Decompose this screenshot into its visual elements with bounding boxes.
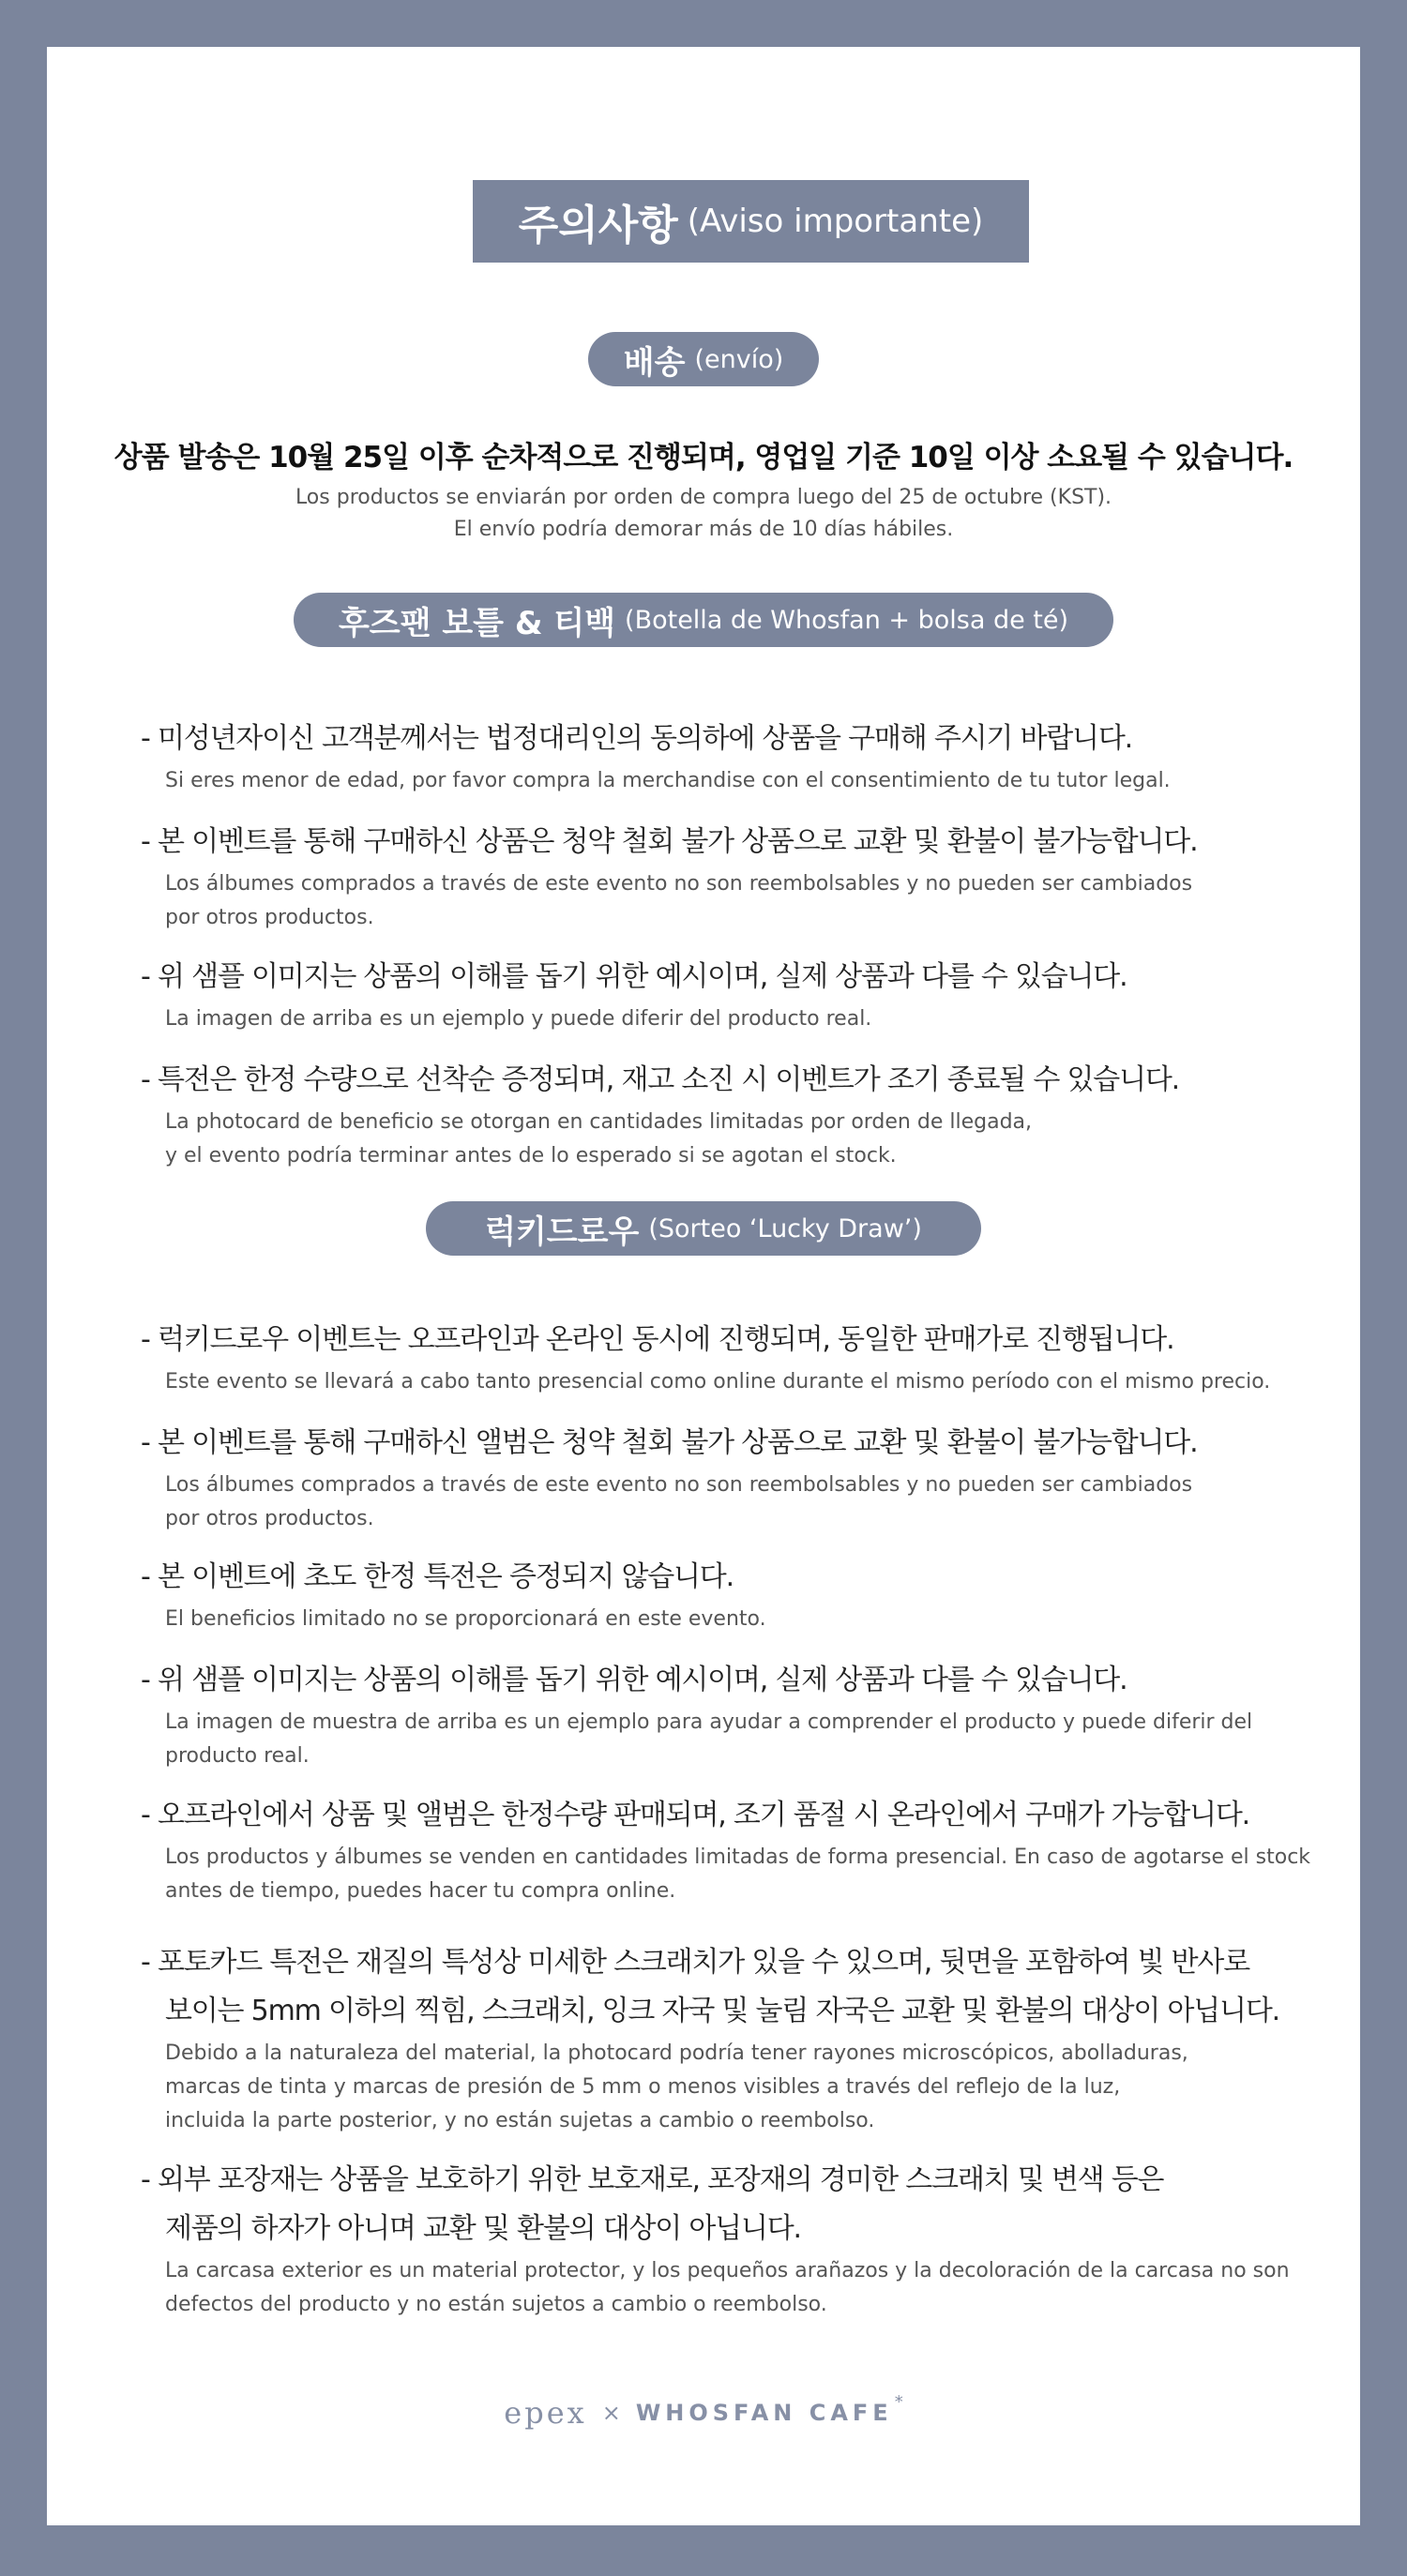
item-korean: - 포토카드 특전은 재질의 특성상 미세한 스크래치가 있을 수 있으며, 뒷면을 포함하여 빛 반사로: [141, 1946, 1249, 1979]
section-header-korean: 배송: [623, 343, 686, 382]
list-item: [141, 2156, 1313, 2321]
footer-logos: [47, 2391, 1360, 2431]
item-spanish: La imagen de muestra de arriba es un ejemplo para ayudar a comprender el producto y puede diferir del: [165, 1710, 1253, 1734]
item-spanish: por otros productos.: [165, 1507, 374, 1530]
list-item: [141, 953, 1313, 1035]
list-item: [141, 1419, 1313, 1535]
item-spanish: Los productos y álbumes se venden en cantidades limitadas de forma presencial. En caso de agotarse el stock: [165, 1845, 1311, 1869]
list-item: [141, 1056, 1313, 1172]
page-title: [473, 180, 1029, 263]
item-spanish: antes de tiempo, puedes hacer tu compra online.: [165, 1879, 676, 1903]
item-korean: 제품의 하자가 아니며 교환 및 환불의 대상이 아닙니다.: [165, 2212, 801, 2245]
item-korean: - 본 이벤트를 통해 구매하신 앨범은 청약 철회 불가 상품으로 교환 및 환불이 불가능합니다.: [141, 1426, 1198, 1459]
item-korean: 보이는 5mm 이하의 찍힘, 스크래치, 잉크 자국 및 눌림 자국은 교환 및 환불의 대상이 아닙니다.: [165, 1995, 1279, 2027]
item-spanish: marcas de tinta y marcas de presión de 5 mm o menos visibles a través del reflejo de la luz,: [165, 2075, 1121, 2099]
item-korean: - 외부 포장재는 상품을 보호하기 위한 보호재로, 포장재의 경미한 스크래치 및 변색 등은: [141, 2163, 1164, 2196]
item-spanish: producto real.: [165, 1744, 310, 1768]
item-korean: - 미성년자이신 고객분께서는 법정대리인의 동의하에 상품을 구매해 주시기 바랍니다.: [141, 722, 1132, 755]
sparkle-icon: *: [894, 2391, 903, 2412]
collab-separator: ×: [601, 2400, 621, 2426]
section-header-bottle: [294, 593, 1113, 647]
item-spanish: por otros productos.: [165, 906, 374, 929]
section-header-spanish: (Botella de Whosfan + bolsa de té): [625, 605, 1069, 635]
item-spanish: incluida la parte posterior, y no están sujetas a cambio o reembolso.: [165, 2109, 875, 2132]
item-korean: - 위 샘플 이미지는 상품의 이해를 돕기 위한 예시이며, 실제 상품과 다를 수 있습니다.: [141, 960, 1127, 993]
item-spanish: Los álbumes comprados a través de este evento no son reembolsables y no pueden ser cambiados: [165, 1473, 1193, 1497]
title-spanish: (Aviso importante): [687, 203, 984, 240]
shipping-subtext-2: El envío podría demorar más de 10 días hábiles.: [453, 518, 954, 541]
item-spanish: La imagen de arriba es un ejemplo y puede diferir del producto real.: [165, 1007, 872, 1031]
list-item: [141, 1938, 1313, 2137]
list-item: [141, 1316, 1313, 1398]
section-header-korean: 럭키드로우: [485, 1213, 640, 1251]
item-korean: - 오프라인에서 상품 및 앨범은 한정수량 판매되며, 조기 품절 시 온라인에서 구매가 가능합니다.: [141, 1799, 1249, 1831]
epex-logo: epex: [504, 2395, 587, 2431]
item-spanish: El beneficios limitado no se proporcionará en este evento.: [165, 1607, 766, 1631]
list-item: [141, 715, 1313, 797]
item-korean: - 위 샘플 이미지는 상품의 이해를 돕기 위한 예시이며, 실제 상품과 다를 수 있습니다.: [141, 1664, 1127, 1696]
list-item: [141, 1553, 1313, 1635]
item-spanish: Los álbumes comprados a través de este evento no son reembolsables y no pueden ser cambiados: [165, 872, 1193, 896]
item-korean: - 본 이벤트에 초도 한정 특전은 증정되지 않습니다.: [141, 1560, 734, 1593]
item-korean: - 본 이벤트를 통해 구매하신 상품은 청약 철회 불가 상품으로 교환 및 환불이 불가능합니다.: [141, 825, 1198, 858]
item-spanish: defectos del producto y no están sujetos a cambio o reembolso.: [165, 2293, 827, 2316]
notice-card: [47, 47, 1360, 2525]
item-spanish: y el evento podría terminar antes de lo esperado si se agotan el stock.: [165, 1144, 897, 1167]
item-korean: - 럭키드로우 이벤트는 오프라인과 온라인 동시에 진행되며, 동일한 판매가로 진행됩니다.: [141, 1323, 1174, 1356]
item-spanish: Este evento se llevará a cabo tanto presencial como online durante el mismo período con el mismo precio.: [165, 1370, 1271, 1393]
item-spanish: Debido a la naturaleza del material, la photocard podría tener rayones microscópicos, abolladuras,: [165, 2041, 1188, 2065]
list-item: [141, 818, 1313, 934]
section-header-spanish: (envío): [694, 344, 784, 374]
list-item: [141, 1791, 1313, 1907]
title-korean: 주의사항: [518, 202, 678, 249]
section-header-shipping: [588, 332, 819, 386]
item-spanish: Si eres menor de edad, por favor compra la merchandise con el consentimiento de tu tutor legal.: [165, 769, 1171, 792]
section-header-korean: 후즈팬 보틀 & 티백: [338, 604, 616, 642]
list-item: [141, 1656, 1313, 1772]
item-spanish: La carcasa exterior es un material protector, y los pequeños arañazos y la decoloración de la carcasa no son: [165, 2259, 1290, 2282]
section-header-lucky-draw: [426, 1201, 981, 1256]
item-korean: - 특전은 한정 수량으로 선착순 증정되며, 재고 소진 시 이벤트가 조기 종료될 수 있습니다.: [141, 1063, 1179, 1096]
section-header-spanish: (Sorteo ‘Lucky Draw’): [648, 1213, 922, 1243]
shipping-headline: 상품 발송은 10월 25일 이후 순차적으로 진행되며, 영업일 기준 10일 이상 소요될 수 있습니다.: [113, 441, 1294, 475]
shipping-subtext-1: Los productos se enviarán por orden de compra luego del 25 de octubre (KST).: [295, 486, 1112, 509]
whosfan-cafe-logo: WHOSFAN CAFE: [635, 2400, 893, 2426]
item-spanish: La photocard de beneficio se otorgan en cantidades limitadas por orden de llegada,: [165, 1110, 1033, 1134]
